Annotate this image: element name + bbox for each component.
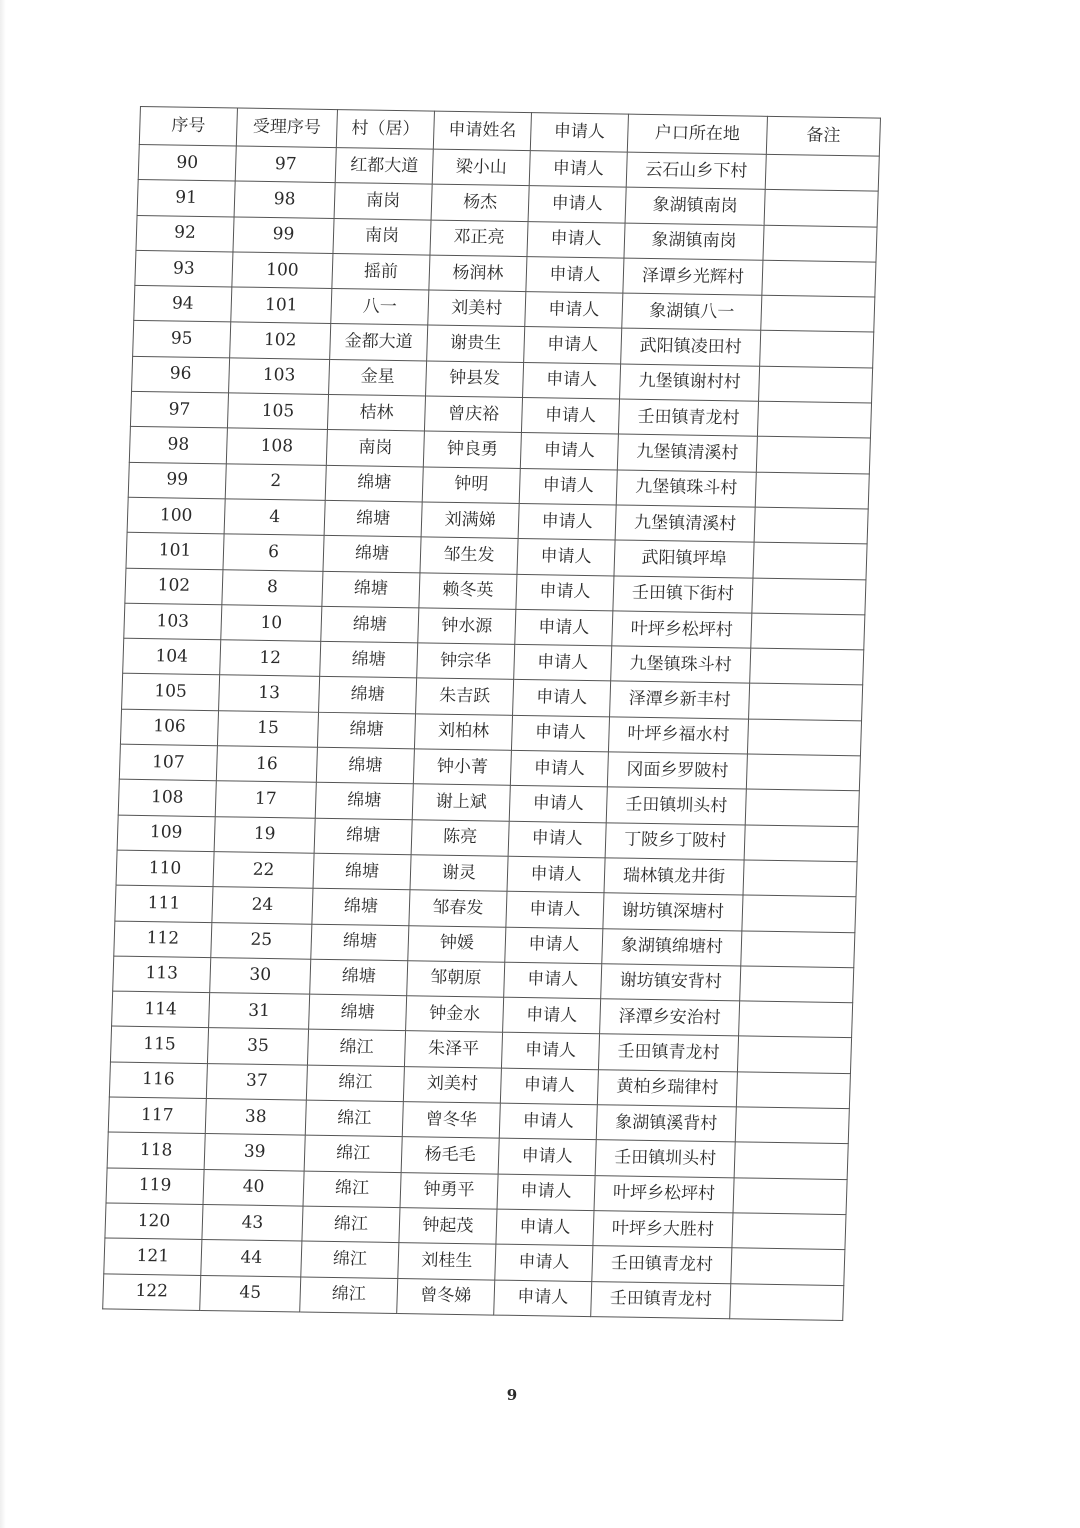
cell-remarks — [732, 1213, 846, 1250]
cell-applicant-role: 申请人 — [520, 433, 618, 470]
cell-applicant-name: 谢灵 — [410, 855, 508, 892]
cell-acceptance-number: 30 — [210, 957, 311, 994]
cell-remarks — [754, 507, 868, 544]
cell-applicant-role: 申请人 — [506, 891, 604, 928]
cell-acceptance-number: 39 — [204, 1134, 305, 1171]
cell-acceptance-number: 99 — [233, 217, 334, 254]
cell-applicant-name: 朱泽平 — [404, 1031, 502, 1068]
cell-serial: 93 — [135, 250, 233, 287]
cell-remarks — [740, 966, 854, 1003]
cell-applicant-name: 杨杰 — [431, 184, 529, 221]
cell-acceptance-number: 44 — [201, 1240, 302, 1277]
cell-household-location: 泽谭乡光辉村 — [623, 258, 763, 295]
cell-applicant-name: 钟起茂 — [399, 1207, 497, 1244]
cell-household-location: 九堡镇珠斗村 — [616, 470, 756, 507]
cell-village: 金都大道 — [330, 324, 428, 361]
cell-remarks — [765, 154, 879, 191]
cell-remarks — [759, 366, 873, 403]
cell-household-location: 壬田镇青龙村 — [592, 1246, 732, 1283]
cell-remarks — [755, 472, 869, 509]
cell-village: 绵塘 — [309, 994, 407, 1031]
cell-household-location: 泽潭乡安治村 — [600, 999, 740, 1036]
scan-edge-shadow — [0, 0, 6, 1528]
cell-household-location: 叶坪乡松坪村 — [594, 1175, 734, 1212]
cell-serial: 97 — [130, 391, 228, 428]
cell-household-location: 象湖镇八一 — [622, 293, 762, 330]
cell-remarks — [753, 542, 867, 579]
cell-applicant-role: 申请人 — [500, 1068, 598, 1105]
cell-applicant-role: 申请人 — [524, 327, 622, 364]
cell-household-location: 象湖镇南岗 — [624, 223, 764, 260]
cell-household-location: 九堡镇清溪村 — [615, 505, 755, 542]
cell-applicant-role: 申请人 — [497, 1174, 595, 1211]
cell-applicant-role: 申请人 — [501, 1033, 599, 1070]
cell-acceptance-number: 45 — [200, 1275, 301, 1312]
cell-applicant-name: 杨毛毛 — [401, 1137, 499, 1174]
cell-acceptance-number: 25 — [211, 922, 312, 959]
header-acceptance-number: 受理序号 — [236, 108, 337, 148]
cell-acceptance-number: 8 — [222, 569, 323, 606]
cell-acceptance-number: 2 — [225, 464, 326, 501]
cell-acceptance-number: 108 — [226, 428, 327, 465]
cell-remarks — [757, 401, 871, 438]
cell-household-location: 九堡镇谢村村 — [620, 364, 760, 401]
cell-applicant-role: 申请人 — [494, 1280, 592, 1317]
cell-village: 金星 — [329, 359, 427, 396]
cell-remarks — [735, 1107, 849, 1144]
cell-applicant-role: 申请人 — [499, 1103, 597, 1140]
cell-serial: 120 — [105, 1203, 203, 1240]
cell-applicant-role: 申请人 — [507, 856, 605, 893]
cell-applicant-role: 申请人 — [504, 962, 602, 999]
cell-village: 绵江 — [303, 1171, 401, 1208]
cell-acceptance-number: 10 — [221, 605, 322, 642]
cell-village: 绵塘 — [317, 712, 415, 749]
cell-applicant-role: 申请人 — [503, 997, 601, 1034]
cell-household-location: 武阳镇坪埠 — [614, 540, 754, 577]
cell-applicant-name: 钟明 — [422, 467, 520, 504]
cell-applicant-name: 邹生发 — [420, 537, 518, 574]
cell-serial: 103 — [124, 603, 222, 640]
cell-remarks — [739, 1001, 853, 1038]
cell-applicant-role: 申请人 — [521, 398, 619, 435]
cell-remarks — [749, 684, 863, 721]
cell-remarks — [747, 719, 861, 756]
cell-village: 绵江 — [300, 1277, 398, 1314]
cell-serial: 108 — [118, 780, 216, 817]
cell-remarks — [762, 260, 876, 297]
cell-village: 绵塘 — [316, 747, 414, 784]
cell-applicant-name: 梁小山 — [432, 149, 530, 186]
cell-serial: 91 — [137, 180, 235, 217]
cell-remarks — [746, 754, 860, 791]
cell-serial: 122 — [103, 1273, 201, 1310]
cell-applicant-name: 曾冬华 — [402, 1102, 500, 1139]
cell-acceptance-number: 43 — [202, 1204, 303, 1241]
cell-applicant-role: 申请人 — [526, 256, 624, 293]
cell-household-location: 九堡镇珠斗村 — [611, 646, 751, 683]
cell-applicant-role: 申请人 — [514, 645, 612, 682]
cell-household-location: 壬田镇圳头村 — [606, 787, 746, 824]
cell-village: 绵塘 — [325, 465, 423, 502]
cell-serial: 106 — [120, 709, 218, 746]
cell-acceptance-number: 38 — [205, 1099, 306, 1136]
cell-applicant-role: 申请人 — [528, 186, 626, 223]
cell-village: 绵江 — [306, 1065, 404, 1102]
cell-acceptance-number: 16 — [216, 746, 317, 783]
cell-applicant-name: 钟媛 — [408, 925, 506, 962]
cell-village: 绵塘 — [315, 783, 413, 820]
cell-acceptance-number: 13 — [219, 675, 320, 712]
cell-remarks — [751, 613, 865, 650]
cell-household-location: 丁陂乡丁陂村 — [605, 822, 745, 859]
cell-applicant-name: 曾冬娣 — [397, 1278, 495, 1315]
cell-remarks — [752, 578, 866, 615]
cell-village: 绵塘 — [324, 500, 422, 537]
header-remarks: 备注 — [766, 116, 880, 156]
cell-applicant-name: 谢贵生 — [427, 326, 525, 363]
cell-acceptance-number: 22 — [213, 852, 314, 889]
page-number: 9 — [506, 1386, 518, 1404]
cell-applicant-role: 申请人 — [516, 574, 614, 611]
cell-remarks — [763, 225, 877, 262]
cell-household-location: 象湖镇南岗 — [625, 187, 765, 224]
cell-applicant-name: 钟小菁 — [413, 749, 511, 786]
cell-remarks — [733, 1177, 847, 1214]
cell-acceptance-number: 97 — [235, 146, 336, 183]
cell-applicant-name: 钟县发 — [426, 361, 524, 398]
cell-village: 南岗 — [334, 183, 432, 220]
cell-household-location: 武阳镇凌田村 — [621, 329, 761, 366]
cell-serial: 116 — [109, 1062, 207, 1099]
cell-household-location: 壬田镇青龙村 — [591, 1281, 731, 1318]
cell-remarks — [764, 190, 878, 227]
cell-acceptance-number: 98 — [234, 181, 335, 218]
cell-village: 南岗 — [333, 218, 431, 255]
cell-applicant-role: 申请人 — [515, 609, 613, 646]
cell-household-location: 谢坊镇深塘村 — [603, 893, 743, 930]
cell-applicant-name: 邹春发 — [409, 890, 507, 927]
cell-acceptance-number: 17 — [215, 781, 316, 818]
cell-applicant-name: 刘美村 — [403, 1066, 501, 1103]
cell-village: 绵塘 — [313, 853, 411, 890]
cell-acceptance-number: 4 — [224, 499, 325, 536]
cell-village: 桔林 — [327, 395, 425, 432]
cell-household-location: 叶坪乡福水村 — [608, 717, 748, 754]
cell-applicant-role: 申请人 — [505, 927, 603, 964]
cell-applicant-name: 朱吉跃 — [416, 678, 514, 715]
cell-acceptance-number: 6 — [223, 534, 324, 571]
cell-serial: 105 — [122, 674, 220, 711]
cell-acceptance-number: 102 — [230, 322, 331, 359]
cell-applicant-role: 申请人 — [525, 292, 623, 329]
cell-applicant-name: 钟宗华 — [417, 643, 515, 680]
cell-serial: 109 — [117, 815, 215, 852]
cell-acceptance-number: 24 — [212, 887, 313, 924]
cell-serial: 90 — [138, 144, 236, 181]
cell-village: 八一 — [331, 289, 429, 326]
cell-applicant-name: 邹朝原 — [407, 961, 505, 998]
cell-household-location: 象湖镇溪背村 — [596, 1105, 736, 1142]
cell-remarks — [731, 1248, 845, 1285]
cell-remarks — [742, 895, 856, 932]
cell-acceptance-number: 31 — [209, 993, 310, 1030]
cell-village: 绵塘 — [314, 818, 412, 855]
cell-household-location: 冈面乡罗陂村 — [607, 752, 747, 789]
cell-village: 绵江 — [307, 1030, 405, 1067]
cell-remarks — [760, 331, 874, 368]
cell-remarks — [737, 1036, 851, 1073]
cell-applicant-name: 杨润林 — [429, 255, 527, 292]
cell-serial: 112 — [114, 921, 212, 958]
cell-acceptance-number: 40 — [203, 1169, 304, 1206]
cell-serial: 95 — [133, 321, 231, 358]
cell-remarks — [756, 437, 870, 474]
cell-acceptance-number: 12 — [220, 640, 321, 677]
cell-remarks — [734, 1142, 848, 1179]
cell-applicant-role: 申请人 — [495, 1244, 593, 1281]
cell-acceptance-number: 101 — [231, 287, 332, 324]
cell-applicant-name: 刘桂生 — [398, 1243, 496, 1280]
cell-applicant-name: 赖冬英 — [419, 572, 517, 609]
cell-applicant-name: 邓正亮 — [430, 220, 528, 257]
cell-acceptance-number: 103 — [229, 358, 330, 395]
cell-acceptance-number: 15 — [217, 710, 318, 747]
cell-applicant-role: 申请人 — [511, 715, 609, 752]
cell-serial: 98 — [129, 427, 227, 464]
cell-household-location: 云石山乡下村 — [626, 152, 766, 189]
cell-applicant-role: 申请人 — [523, 362, 621, 399]
cell-village: 绵塘 — [310, 959, 408, 996]
cell-village: 绵江 — [302, 1206, 400, 1243]
cell-village: 摇前 — [332, 253, 430, 290]
cell-remarks — [743, 860, 857, 897]
cell-household-location: 叶坪乡松坪村 — [612, 611, 752, 648]
cell-village: 绵塘 — [312, 888, 410, 925]
cell-acceptance-number: 100 — [232, 252, 333, 289]
cell-applicant-name: 钟水源 — [418, 608, 516, 645]
cell-village: 绵塘 — [311, 924, 409, 961]
cell-applicant-name: 钟良勇 — [423, 431, 521, 468]
cell-household-location: 泽潭乡新丰村 — [610, 681, 750, 718]
cell-remarks — [730, 1283, 844, 1320]
cell-remarks — [744, 825, 858, 862]
cell-acceptance-number: 37 — [206, 1063, 307, 1100]
cell-applicant-name: 刘满娣 — [421, 502, 519, 539]
cell-applicant-role: 申请人 — [517, 539, 615, 576]
header-serial: 序号 — [139, 107, 237, 147]
cell-applicant-role: 申请人 — [498, 1138, 596, 1175]
cell-acceptance-number: 19 — [214, 816, 315, 853]
cell-serial: 99 — [128, 462, 226, 499]
cell-remarks — [761, 295, 875, 332]
cell-remarks — [750, 648, 864, 685]
table-body — [103, 144, 880, 1320]
cell-household-location: 谢坊镇安背村 — [601, 964, 741, 1001]
cell-applicant-name: 刘美村 — [428, 290, 526, 327]
cell-village: 绵江 — [301, 1241, 399, 1278]
cell-household-location: 壬田镇青龙村 — [598, 1034, 738, 1071]
cell-village: 红都大道 — [335, 148, 433, 185]
cell-serial: 117 — [108, 1097, 206, 1134]
cell-serial: 110 — [116, 850, 214, 887]
cell-serial: 121 — [104, 1238, 202, 1275]
cell-household-location: 叶坪乡大胜村 — [593, 1211, 733, 1248]
cell-village: 绵塘 — [321, 606, 419, 643]
cell-serial: 100 — [127, 497, 225, 534]
cell-applicant-name: 刘柏林 — [414, 714, 512, 751]
cell-remarks — [741, 930, 855, 967]
header-village: 村（居） — [336, 110, 434, 150]
cell-household-location: 黄柏乡瑞律村 — [597, 1069, 737, 1106]
cell-household-location: 九堡镇清溪村 — [617, 434, 757, 471]
cell-household-location: 壬田镇下街村 — [613, 576, 753, 613]
cell-applicant-role: 申请人 — [518, 503, 616, 540]
cell-applicant-name: 谢上斌 — [412, 784, 510, 821]
cell-applicant-role: 申请人 — [519, 468, 617, 505]
cell-household-location: 壬田镇圳头村 — [595, 1140, 735, 1177]
cell-village: 南岗 — [326, 430, 424, 467]
cell-applicant-name: 曾庆裕 — [424, 396, 522, 433]
cell-applicant-role: 申请人 — [529, 151, 627, 188]
cell-serial: 119 — [106, 1168, 204, 1205]
cell-serial: 102 — [125, 568, 223, 605]
cell-serial: 96 — [132, 356, 230, 393]
cell-serial: 94 — [134, 286, 232, 323]
cell-household-location: 瑞林镇龙井街 — [604, 858, 744, 895]
cell-applicant-name: 陈亮 — [411, 819, 509, 856]
cell-household-location: 壬田镇青龙村 — [618, 399, 758, 436]
cell-applicant-role: 申请人 — [509, 786, 607, 823]
cell-applicant-name: 钟勇平 — [400, 1172, 498, 1209]
cell-acceptance-number: 105 — [227, 393, 328, 430]
cell-serial: 104 — [123, 638, 221, 675]
cell-serial: 92 — [136, 215, 234, 252]
cell-village: 绵江 — [305, 1100, 403, 1137]
cell-serial: 113 — [113, 956, 211, 993]
cell-applicant-role: 申请人 — [510, 750, 608, 787]
register-table-container — [102, 106, 880, 1321]
cell-village: 绵塘 — [320, 641, 418, 678]
cell-serial: 111 — [115, 885, 213, 922]
cell-village: 绵塘 — [322, 571, 420, 608]
cell-serial: 101 — [126, 533, 224, 570]
cell-remarks — [736, 1072, 850, 1109]
cell-household-location: 象湖镇绵塘村 — [602, 928, 742, 965]
header-household-location: 户口所在地 — [627, 114, 767, 154]
cell-village: 绵塘 — [323, 536, 421, 573]
cell-applicant-role: 申请人 — [496, 1209, 594, 1246]
cell-serial: 118 — [107, 1132, 205, 1169]
cell-serial: 107 — [119, 744, 217, 781]
cell-serial: 115 — [110, 1026, 208, 1063]
cell-acceptance-number: 35 — [207, 1028, 308, 1065]
cell-village: 绵江 — [304, 1135, 402, 1172]
cell-applicant-role: 申请人 — [508, 821, 606, 858]
header-applicant-name: 申请姓名 — [433, 111, 531, 151]
cell-village: 绵塘 — [319, 677, 417, 714]
header-applicant-role: 申请人 — [530, 113, 628, 153]
applicant-register-table — [102, 106, 881, 1321]
cell-serial: 114 — [112, 991, 210, 1028]
cell-applicant-role: 申请人 — [513, 680, 611, 717]
cell-applicant-role: 申请人 — [527, 221, 625, 258]
cell-remarks — [745, 789, 859, 826]
cell-applicant-name: 钟金水 — [406, 996, 504, 1033]
